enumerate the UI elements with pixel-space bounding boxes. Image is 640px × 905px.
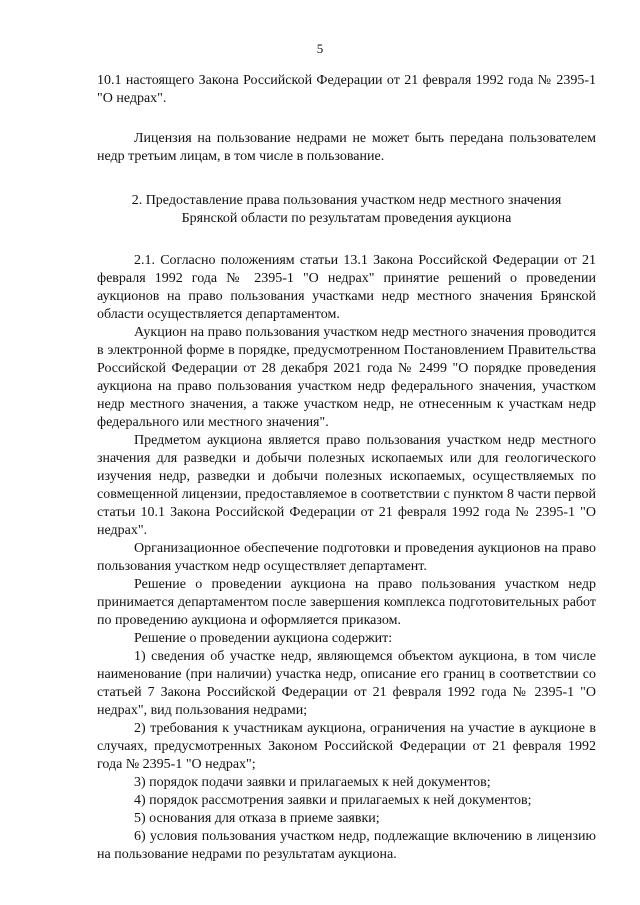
list-item-2: 2) требования к участникам аукциона, ограничения на участие в аукционе в случаях, предусмотренных Законом Российской Федерации от 21 февраля 1992 года № 2395-1 "О недрах"; — [97, 721, 596, 772]
list-item-6: 6) условия пользования участком недр, подлежащие включению в лицензию на пользование недрами по результатам аукциона. — [97, 829, 596, 862]
list-item-1: 1) сведения об участке недр, являющемся объектом аукциона, в том числе наименование (при наличии) участка недр, описание его границ в соответствии со статьей 7 Закона Российской Федерации от 21 февраля 1992 года № 2395-1 "О недрах", вид пользования недрами; — [97, 649, 596, 718]
paragraph-continuation: 10.1 настоящего Закона Российской Федерации от 21 февраля 1992 года № 2395-1 "О недрах". — [97, 73, 596, 106]
page-number: 5 — [316, 41, 324, 56]
document-body — [97, 72, 596, 864]
paragraph-decision-contents: Решение о проведении аукциона содержит: — [134, 631, 393, 646]
section-heading — [97, 192, 596, 228]
list-item-3: 3) порядок подачи заявки и прилагаемых к ней документов; — [134, 775, 491, 790]
list-item-5: 5) основания для отказа в приеме заявки; — [134, 811, 380, 826]
paragraph-decision: Решение о проведении аукциона на право пользования участком недр принимается департаментом после завершения комплекса подготовительных работ по проведению аукциона и оформляется приказом. — [97, 577, 596, 628]
paragraph-license-transfer: Лицензия на пользование недрами не может быть передана пользователем недр третьим лицам, в том числе в пользование. — [97, 131, 596, 164]
section-heading-line-1: 2. Предоставление права пользования участком недр местного значения — [131, 193, 562, 208]
section-heading-line-2: Брянской области по результатам проведения аукциона — [181, 211, 512, 226]
list-item-4: 4) порядок рассмотрения заявки и прилагаемых к ней документов; — [134, 793, 532, 808]
paragraph-auction-form: Аукцион на право пользования участком недр местного значения проводится в электронной форме в порядке, предусмотренном Постановлением Правительства Российской Федерации от 28 декабря 2021 года № 2499 "О порядке проведения аукциона на право пользования участком недр федерального значения, участком недр местного значения, а также участком недр, не отнесенным к участкам недр федерального или местного значения". — [97, 325, 596, 430]
paragraph-2-1: 2.1. Согласно положениям статьи 13.1 Закона Российской Федерации от 21 февраля 1992 года № 2395-1 "О недрах" принятие решений о проведении аукционов на право пользования участками недр местного значения Брянской области осуществляется департаментом. — [97, 253, 596, 322]
paragraph-organization: Организационное обеспечение подготовки и проведения аукционов на право пользования участком недр осуществляет департамент. — [97, 541, 596, 574]
paragraph-auction-subject: Предметом аукциона является право пользования участком недр местного значения для разведки и добычи полезных ископаемых или для геологического изучения недр, разведки и добычи полезных ископаемых, осуществляемых по совмещенной лицензии, предоставляемое в соответствии с пунктом 8 части первой статьи 10.1 Закона Российской Федерации от 21 февраля 1992 года № 2395-1 "О недрах". — [97, 433, 596, 538]
